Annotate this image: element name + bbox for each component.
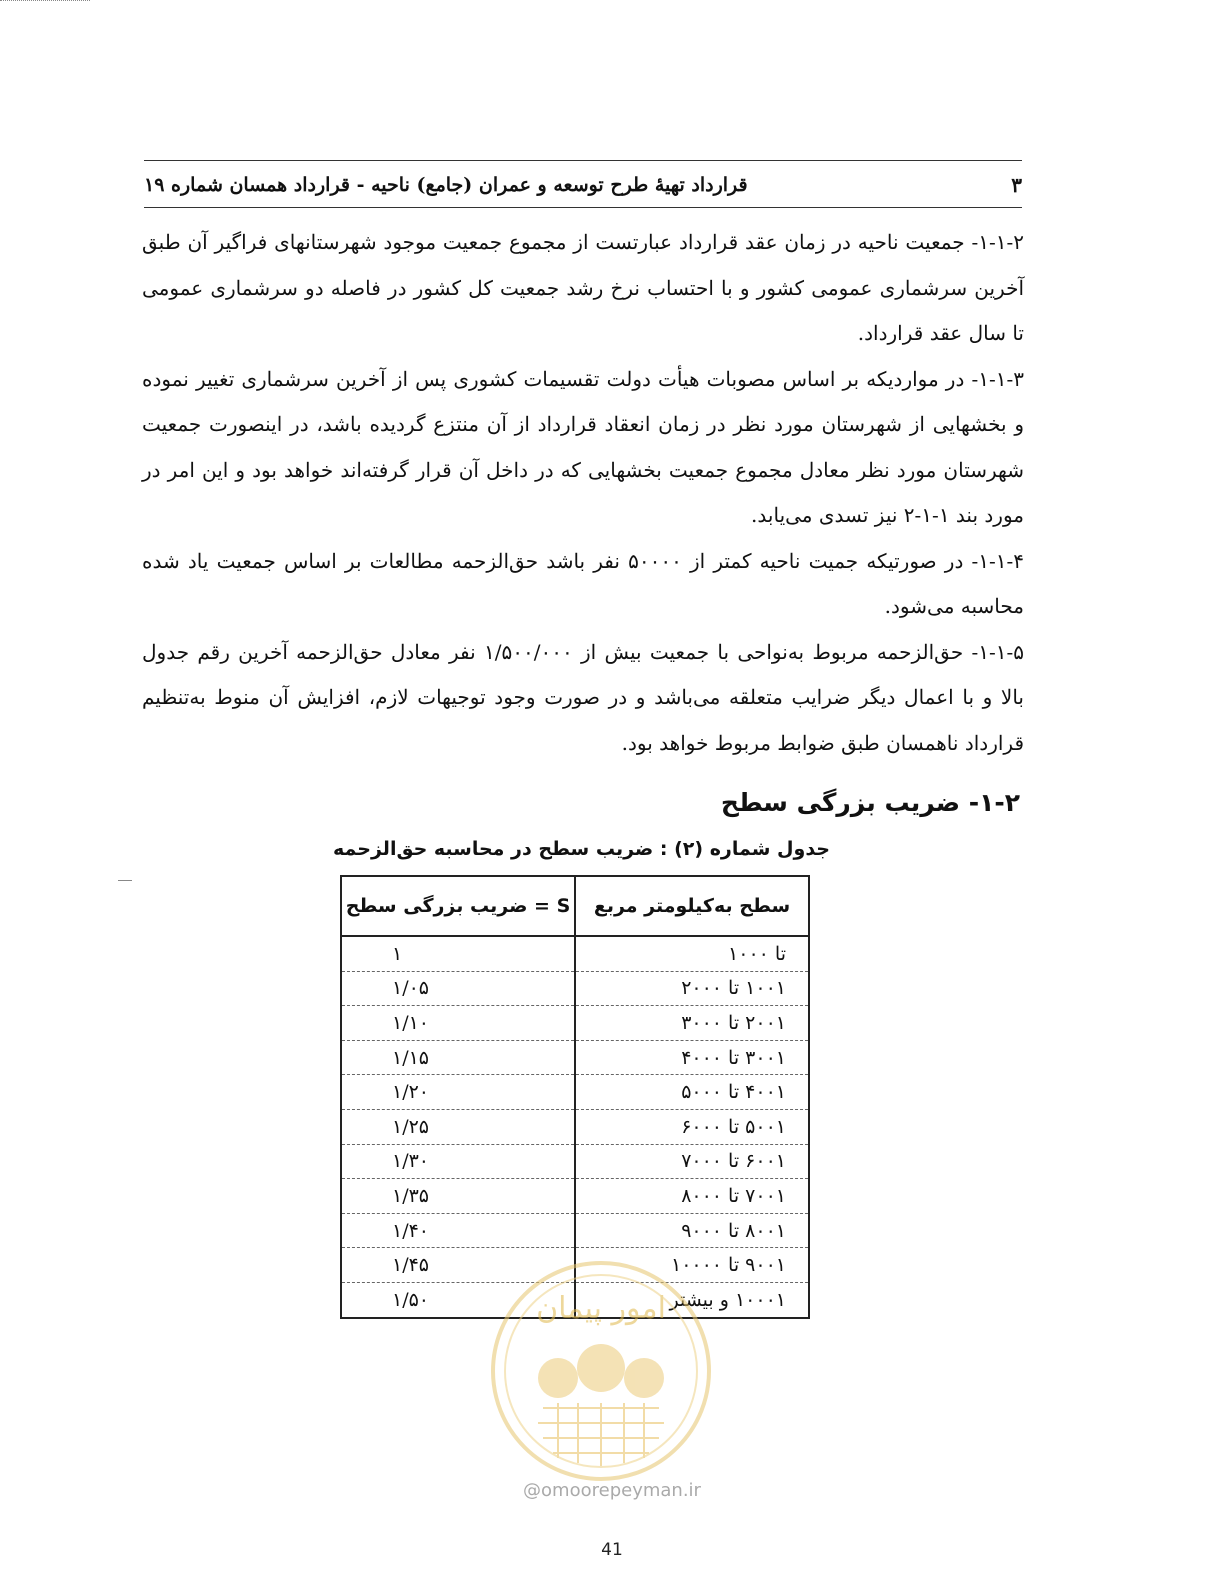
scan-artifact (0, 0, 90, 4)
footer-page-number: 41 (601, 1540, 623, 1560)
watermark-gears (538, 1344, 664, 1398)
watermark-site: @omoorepeyman.ir (523, 1480, 701, 1501)
table-row (341, 1109, 809, 1144)
watermark-logo-text: امور پیمان (536, 1291, 666, 1326)
table-caption: جدول شماره (۲) : ضریب سطح در محاسبه حق‌الزحمه (333, 838, 830, 860)
area-cell: ۱۰۰۱ تا ۲۰۰۰ (575, 971, 809, 1006)
column-header-coefficient: S = ضریب بزرگی سطح (341, 876, 575, 936)
coefficient-cell: ۱/۵۰ (341, 1282, 575, 1317)
header-page-number: ۳ (1011, 173, 1022, 197)
body-text (142, 220, 1024, 766)
coefficient-cell: ۱/۰۵ (341, 971, 575, 1006)
coefficient-cell: ۱/۱۵ (341, 1040, 575, 1075)
area-cell: ۸۰۰۱ تا ۹۰۰۰ (575, 1213, 809, 1248)
header-rule-bottom (144, 207, 1022, 208)
column-header-area: سطح به‌کیلومتر مربع (575, 876, 809, 936)
coefficient-cell: ۱/۴۵ (341, 1248, 575, 1283)
table-row (341, 1179, 809, 1214)
area-cell: ۹۰۰۱ تا ۱۰۰۰۰ (575, 1248, 809, 1283)
coefficient-cell: ۱/۳۵ (341, 1179, 575, 1214)
margin-mark (118, 880, 132, 881)
paragraph-1-1-5: ۱-۱-۵- حق‌الزحمه مربوط به‌نواحی با جمعیت بیش از ۱/۵۰۰/۰۰۰ نفر معادل حق‌الزحمه آخرین رقم جدول بالا و با اعمال دیگر ضرایب متعلقه می‌باشد و در صورت وجود توجیهات لازم، افزایش آن منوط به‌تنظیم قرارداد ناهمسان طبق ضوابط مربوط خواهد بود. (142, 639, 1025, 755)
table-row (341, 1144, 809, 1179)
coefficient-cell: ۱/۲۰ (341, 1075, 575, 1110)
area-cell: ۲۰۰۱ تا ۳۰۰۰ (575, 1006, 809, 1041)
coefficient-cell: ۱/۳۰ (341, 1144, 575, 1179)
coefficient-cell: ۱/۱۰ (341, 1006, 575, 1041)
table-row (341, 1006, 809, 1041)
area-cell: ۷۰۰۱ تا ۸۰۰۰ (575, 1179, 809, 1214)
running-header (144, 168, 1022, 202)
table-row (341, 936, 809, 971)
paragraph-1-1-3: ۱-۱-۳- در مواردیکه بر اساس مصوبات هیأت دولت تقسیمات کشوری پس از آخرین سرشماری تغییر نموده و بخشهایی از شهرستان مورد نظر در زمان انعقاد قرارداد از آن منتزع گردیده باشد، در اینصورت جمعیت شهرستان مورد نظر معادل مجموع جمعیت بخشهایی که در داخل آن قرار گرفته‌اند خواهد بود و این امر در مورد بند ۱-۱-۲ نیز تسدی می‌یابد. (142, 366, 1024, 527)
area-cell: ۳۰۰۱ تا ۴۰۰۰ (575, 1040, 809, 1075)
table-header-row (341, 876, 809, 936)
paragraph-1-1-4: ۱-۱-۴- در صورتیکه جمیت ناحیه کمتر از ۵۰۰۰۰ نفر باشد حق‌الزحمه مطالعات بر اساس جمعیت یاد شده محاسبه می‌شود. (142, 548, 1025, 618)
table-row (341, 1213, 809, 1248)
watermark-logo (488, 1258, 714, 1484)
table-row (341, 1075, 809, 1110)
table-row (341, 971, 809, 1006)
area-cell: تا ۱۰۰۰ (575, 936, 809, 971)
header-rule-top (144, 160, 1022, 161)
area-cell: ۱۰۰۰۱ و بیشتر (575, 1282, 809, 1317)
table-row (341, 1040, 809, 1075)
area-cell: ۶۰۰۱ تا ۷۰۰۰ (575, 1144, 809, 1179)
area-cell: ۴۰۰۱ تا ۵۰۰۰ (575, 1075, 809, 1110)
section-heading: ۱-۲- ضریب بزرگی سطح (720, 788, 1020, 817)
paragraph-1-1-2: ۱-۱-۲- جمعیت ناحیه در زمان عقد قرارداد عبارتست از مجموع جمعیت موجود شهرستانهای فراگیر آن طبق آخرین سرشماری عمومی کشور و با احتساب نرخ رشد جمعیت کل کشور در فاصله دو سرشماری عمومی تا سال عقد قرارداد. (142, 230, 1024, 345)
coefficient-cell: ۱ (341, 936, 575, 971)
area-cell: ۵۰۰۱ تا ۶۰۰۰ (575, 1109, 809, 1144)
header-title: قرارداد تهیهٔ طرح توسعه و عمران (جامع) ناحیه - قرارداد همسان شماره ۱۹ (144, 174, 748, 196)
coefficient-cell: ۱/۴۰ (341, 1213, 575, 1248)
coefficient-cell: ۱/۲۵ (341, 1109, 575, 1144)
area-coefficient-table (340, 875, 810, 1319)
